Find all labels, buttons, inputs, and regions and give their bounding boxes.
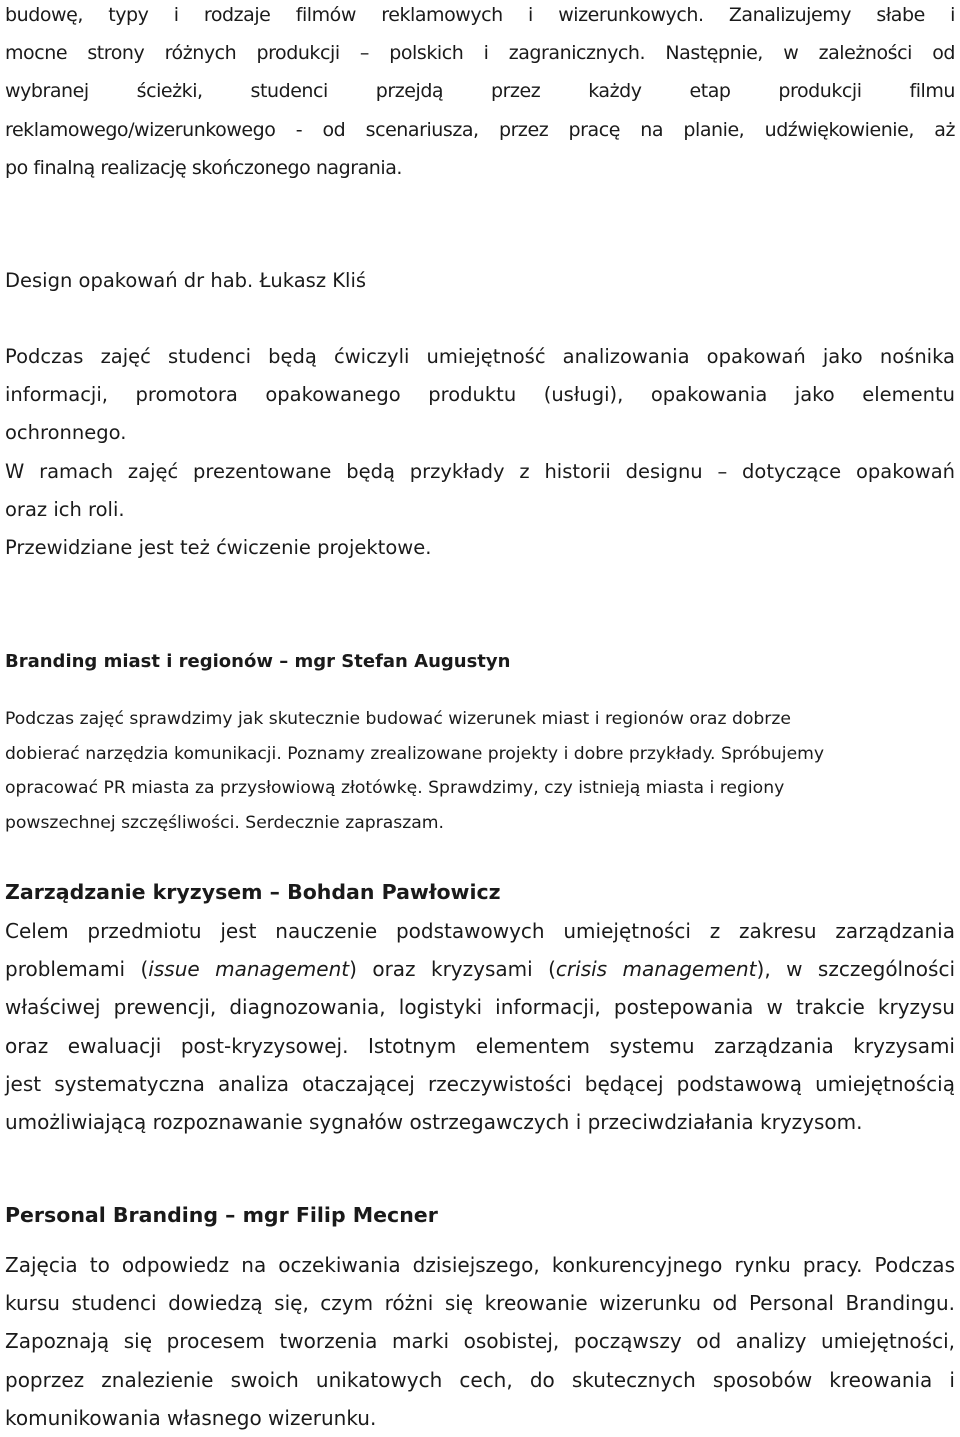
text-run: ), w szczególności (756, 957, 955, 982)
crisis-section-body (5, 912, 955, 1141)
text-line: poprzez znalezienie swoich unikatowych cech, do skutecznych sposobów kreowania i (5, 1367, 955, 1392)
text-line: mocne strony różnych produkcji – polskich i zagranicznych. Następnie, w zależności od (5, 42, 955, 65)
text-line: właściwej prewencji, diagnozowania, logistyki informacji, postepowania w trakcie kryzysu (5, 995, 955, 1020)
text-line: informacji, promotora opakowanego produktu (usługi), opakowania jako elementu (5, 383, 955, 407)
text-line: Celem przedmiotu jest nauczenie podstawowych umiejętności z zakresu zarządzania (5, 919, 955, 943)
text-line: jest systematyczna analiza otaczającej rzeczywistości będącej podstawową umiejętnością (5, 1071, 955, 1096)
text-line: reklamowego/wizerunkowego - od scenariusza, przez pracę na planie, udźwiękowienie, aż (5, 118, 955, 141)
text-line: Zapoznają się procesem tworzenia marki osobistej, począwszy od analizy umiejętności, (5, 1329, 955, 1354)
text-line: ochronnego. (5, 421, 127, 445)
text-line: komunikowania własnego wizerunku. (5, 1405, 377, 1430)
text-line: umożliwiającą rozpoznawanie sygnałów ostrzegawczych i przeciwdziałania kryzysom. (5, 1110, 863, 1135)
text-line: W ramach zajęć prezentowane będą przykłady z historii designu – dotyczące opakowań (5, 459, 955, 483)
text-line (5, 950, 955, 988)
text-line: wybranej ścieżki, studenci przejdą przez każdy etap produkcji filmu (5, 80, 955, 103)
text-line: Zajęcia to odpowiedz na oczekiwania dzisiejszego, konkurencyjnego rynku pracy. Podczas (5, 1253, 955, 1277)
text-line: po finalną realizację skończonego nagrania. (5, 156, 402, 179)
design-section-body (5, 338, 955, 567)
text-line: dobierać narzędzia komunikacji. Poznamy zrealizowane projekty i dobre przykłady. Spróbujemy (5, 743, 825, 764)
text-line: Podczas zajęć sprawdzimy jak skutecznie budować wizerunek miast i regionów oraz dobrze (5, 709, 791, 729)
design-section-heading: Design opakowań dr hab. Łukasz Kliś (5, 269, 367, 292)
text-line: budowę, typy i rodzaje filmów reklamowych i wizerunkowych. Zanalizujemy słabe i (5, 4, 955, 26)
text-run: ) oraz kryzysami ( (349, 957, 556, 982)
personal-branding-heading: Personal Branding – mgr Filip Mecner (5, 1203, 438, 1227)
branding-section-body (5, 702, 955, 840)
text-run: problemami ( (5, 957, 149, 982)
personal-branding-body (5, 1246, 955, 1437)
crisis-management-term: crisis management (555, 957, 757, 982)
intro-paragraph (5, 0, 955, 187)
branding-section-heading: Branding miast i regionów – mgr Stefan Augustyn (5, 651, 511, 672)
text-line: oraz ewaluacji post-kryzysowej. Istotnym elementem systemu zarządzania kryzysami (5, 1033, 955, 1058)
issue-management-term: issue management (148, 957, 350, 982)
text-line: powszechnej szczęśliwości. Serdecznie zapraszam. (5, 812, 444, 833)
text-line: oraz ich roli. (5, 497, 125, 521)
text-line: opracować PR miasta za przysłowiową złotówkę. Sprawdzimy, czy istnieją miasta i regiony (5, 778, 785, 799)
crisis-section-heading: Zarządzanie kryzysem – Bohdan Pawłowicz (5, 880, 501, 904)
text-line: Podczas zajęć studenci będą ćwiczyli umiejętność analizowania opakowań jako nośnika (5, 345, 955, 368)
text-line: kursu studenci dowiedzą się, czym różni się kreowanie wizerunku od Personal Brandingu. (5, 1291, 955, 1316)
text-line: Przewidziane jest też ćwiczenie projektowe. (5, 536, 432, 560)
